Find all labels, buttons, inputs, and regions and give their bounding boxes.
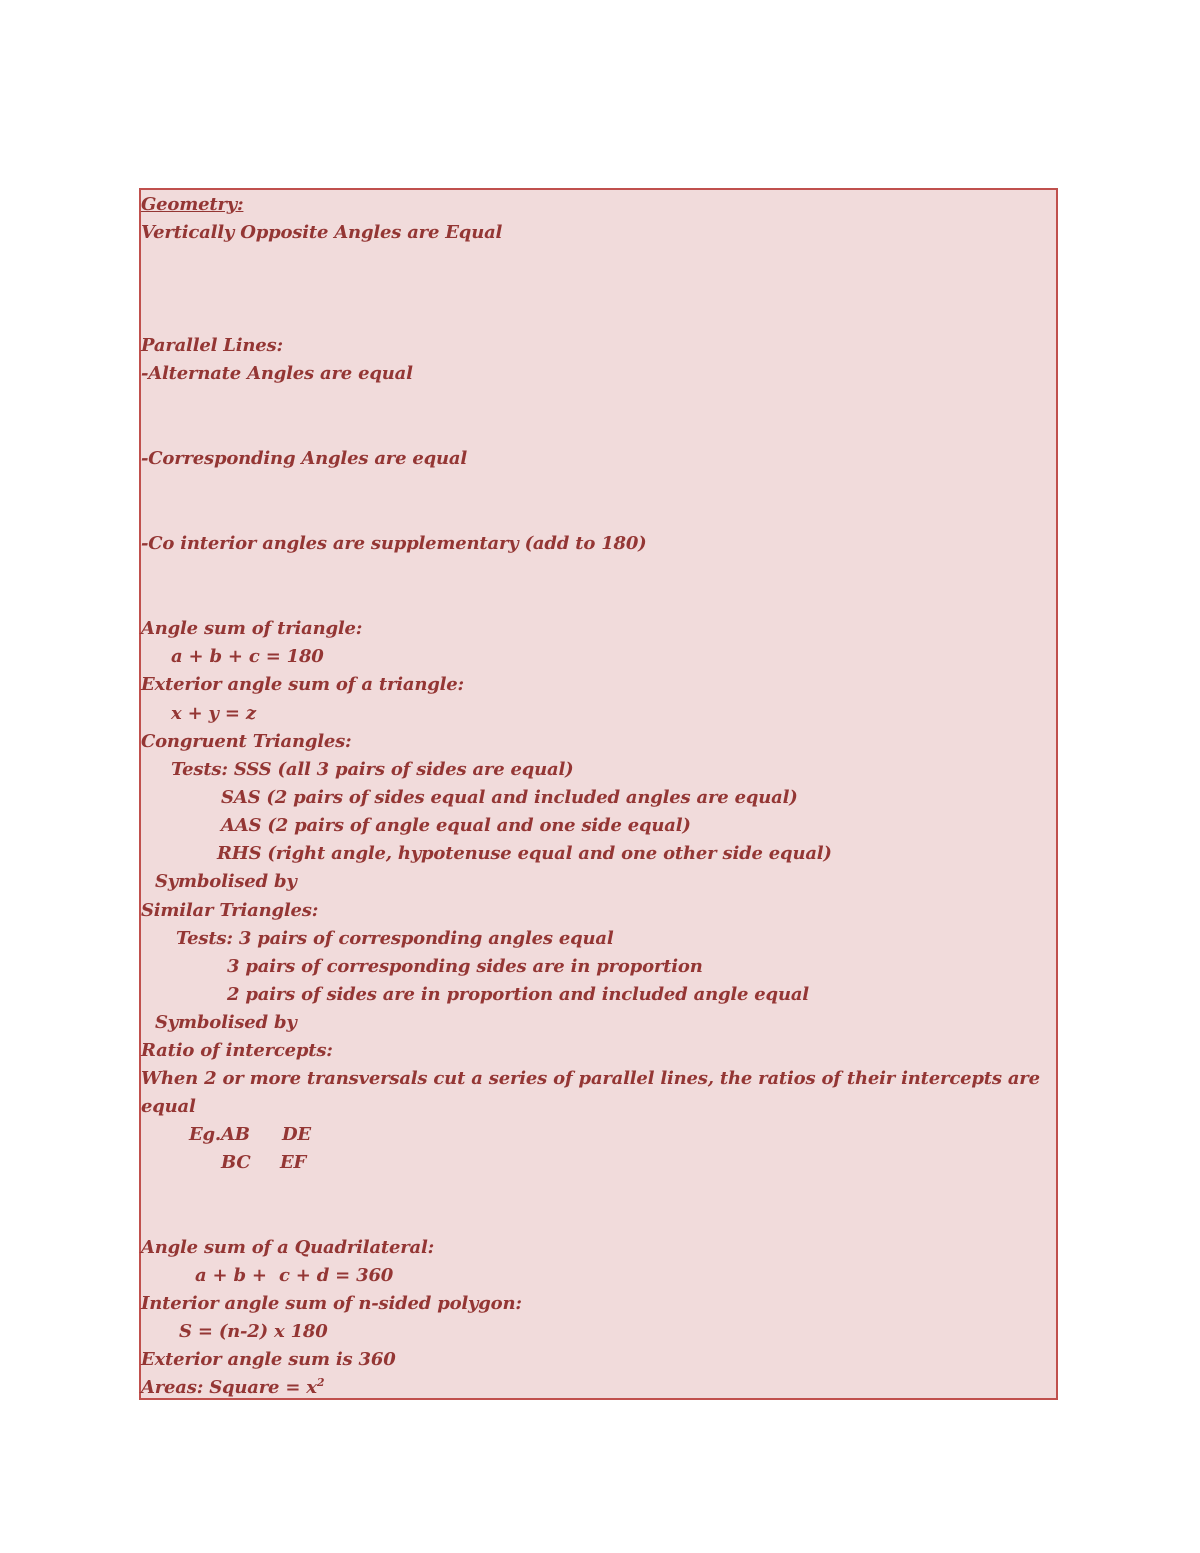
triangle-angle-sum-formula: a + b + c = 180 xyxy=(171,646,324,667)
triangle-angle-sum-heading: Angle sum of triangle: xyxy=(141,618,363,639)
segment-ab: AB xyxy=(221,1124,250,1145)
congruent-test-rhs: RHS (right angle, hypotenuse equal and one other side equal) xyxy=(217,843,832,864)
ratio-intercepts-text-2: equal xyxy=(141,1096,196,1117)
segment-bc: BC xyxy=(221,1152,251,1173)
similar-test-3: 2 pairs of sides are in proportion and included angle equal xyxy=(227,984,809,1005)
polygon-formula: S = (n-2) x 180 xyxy=(179,1321,328,1342)
segment-ef: EF xyxy=(280,1152,307,1173)
areas-square-label: Areas: Square = x xyxy=(141,1377,317,1398)
parallel-lines-heading: Parallel Lines: xyxy=(141,335,283,356)
similar-triangles-heading: Similar Triangles: xyxy=(141,900,319,921)
vertically-opposite-rule: Vertically Opposite Angles are Equal xyxy=(141,222,503,243)
congruent-triangles-heading: Congruent Triangles: xyxy=(141,731,352,752)
co-interior-angles-rule: -Co interior angles are supplementary (add to 180) xyxy=(141,533,647,554)
exterior-angle-formula: x + y = z xyxy=(171,703,256,724)
areas-square-exponent: 2 xyxy=(316,1376,325,1389)
exterior-angle-heading: Exterior angle sum of a triangle: xyxy=(141,674,464,695)
quadrilateral-formula: a + b + c + d = 360 xyxy=(195,1265,394,1286)
example-label: Eg. xyxy=(189,1124,221,1145)
congruent-test-aas: AAS (2 pairs of angle equal and one side equal) xyxy=(221,815,691,836)
ratio-intercepts-text-1: When 2 or more transversals cut a series of parallel lines, the ratios of their intercepts are xyxy=(141,1068,1040,1089)
areas-square-formula xyxy=(141,1377,324,1399)
exterior-angle-sum-rule: Exterior angle sum is 360 xyxy=(141,1349,396,1370)
notes-box xyxy=(139,188,1058,1400)
segment-de: DE xyxy=(282,1124,311,1145)
alternate-angles-rule: -Alternate Angles are equal xyxy=(141,363,413,384)
congruent-test-sas: SAS (2 pairs of sides equal and included angles are equal) xyxy=(221,787,798,808)
congruent-symbolised: Symbolised by xyxy=(155,871,297,892)
similar-test-2: 3 pairs of corresponding sides are in proportion xyxy=(227,956,703,977)
quadrilateral-heading: Angle sum of a Quadrilateral: xyxy=(141,1237,435,1258)
ratio-intercepts-heading: Ratio of intercepts: xyxy=(141,1040,333,1061)
polygon-heading: Interior angle sum of n-sided polygon: xyxy=(141,1293,522,1314)
similar-test-1: Tests: 3 pairs of corresponding angles equal xyxy=(176,928,614,949)
geometry-heading: Geometry: xyxy=(141,194,244,215)
similar-symbolised: Symbolised by xyxy=(155,1012,297,1033)
congruent-test-sss: Tests: SSS (all 3 pairs of sides are equal) xyxy=(171,759,574,780)
corresponding-angles-rule: -Corresponding Angles are equal xyxy=(141,448,468,469)
